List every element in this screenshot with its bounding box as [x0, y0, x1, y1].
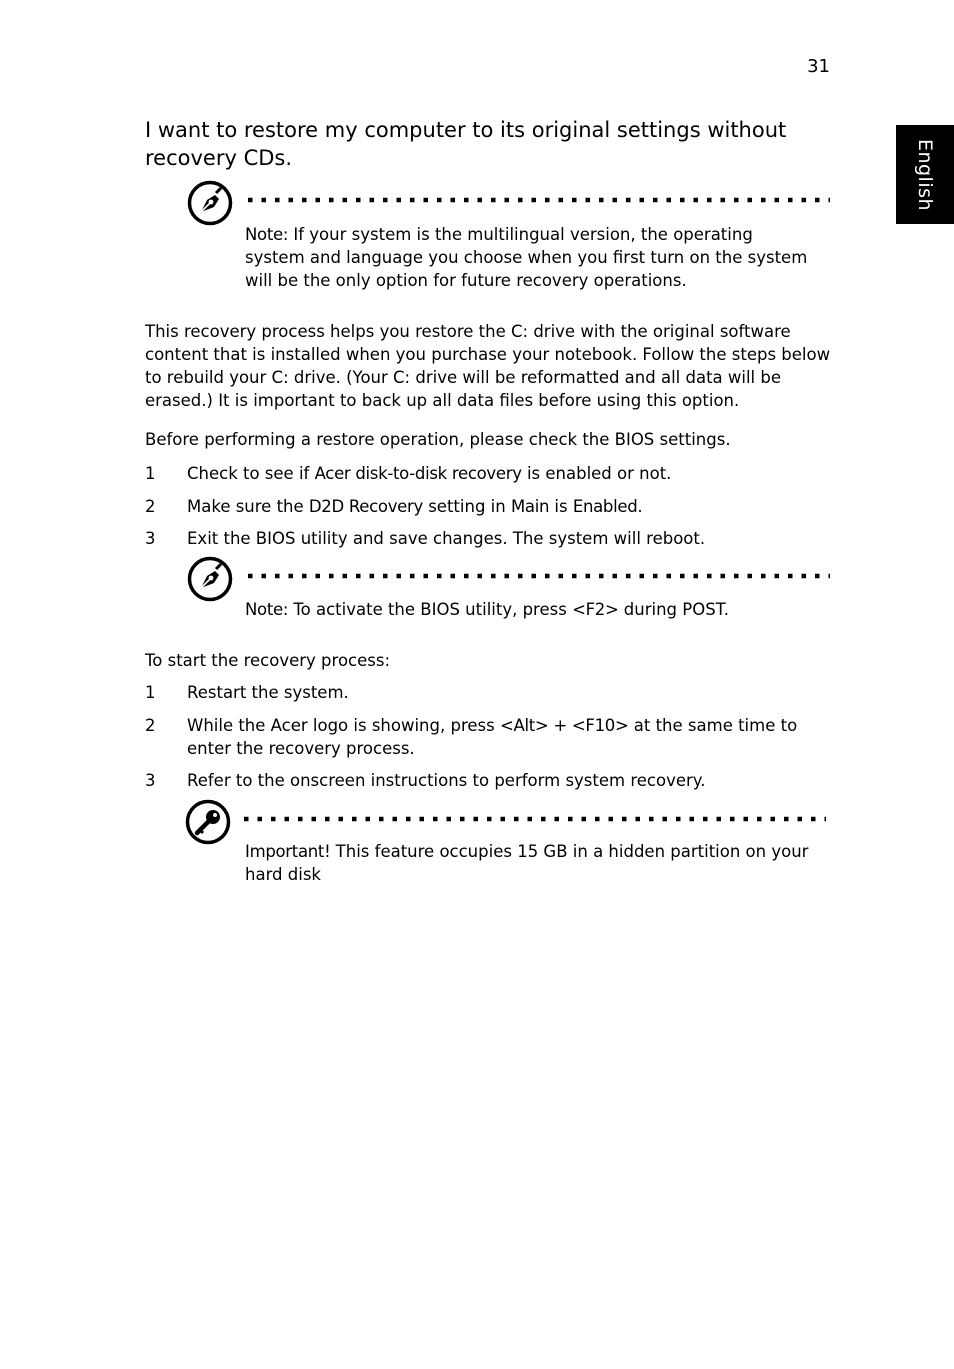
step-number: 2 [145, 497, 156, 516]
language-tab-label: English [914, 138, 936, 211]
step-keyword: <Alt> + <F10> [499, 716, 629, 735]
step-text: Exit the BIOS utility and save changes. The system will reboot. [187, 529, 706, 548]
note-label: Note: [245, 600, 289, 619]
step-keyword: D2D Recovery [308, 497, 423, 516]
step-keyword: Main [510, 497, 550, 516]
step-text: at the same time to enter the recovery process. [187, 716, 798, 758]
note-label: Note: [245, 225, 289, 244]
step-number: 3 [145, 771, 156, 790]
step-text: Check to see if [187, 464, 315, 483]
key-icon [185, 799, 231, 845]
step-text: Restart the system. [187, 683, 349, 702]
note-text: To activate the BIOS utility, press [288, 600, 573, 619]
intro-paragraph: This recovery process helps you restore the C: drive with the original software content that is installed when you purchase your notebook. Follow the steps below to rebuild your C: drive. (Your C: drive will be reformatted and all data will be erased.) It is important to back up all data files before using this option. [145, 322, 831, 410]
note-key: <F2> [572, 600, 619, 619]
step-text: is enabled or not. [521, 464, 672, 483]
important-block [245, 840, 815, 886]
important-divider [242, 816, 826, 822]
step-text: . [637, 497, 643, 516]
bios-intro: Before performing a restore operation, please check the BIOS settings. [145, 430, 731, 449]
note-block [245, 223, 815, 292]
language-tab [896, 125, 954, 224]
note-text: If your system is the multilingual version, the operating system and language you choose when you first turn on the system will be the only option for future recovery operations. [245, 225, 808, 290]
note-block [245, 598, 815, 621]
step-text: While the Acer logo is showing, press [187, 716, 500, 735]
step-text: Refer to the onscreen instructions to perform system recovery. [187, 771, 706, 790]
step-text: is [549, 497, 573, 516]
step-number: 3 [145, 529, 156, 548]
step-keyword: Acer disk-to-disk recovery [314, 464, 522, 483]
step-text: setting in [422, 497, 511, 516]
recovery-intro: To start the recovery process: [145, 651, 391, 670]
step-number: 1 [145, 683, 156, 702]
pen-nib-icon [187, 180, 233, 226]
section-heading: I want to restore my computer to its original settings without recovery CDs. [145, 118, 787, 170]
pen-nib-icon [187, 556, 233, 602]
important-text: This feature occupies 15 GB in a hidden partition on your hard disk [245, 842, 809, 884]
step-number: 2 [145, 716, 156, 735]
page-number: 31 [807, 56, 830, 77]
note-divider [246, 573, 830, 579]
step-number: 1 [145, 464, 156, 483]
important-label: Important! [245, 842, 331, 861]
note-text: during POST. [618, 600, 730, 619]
note-divider [246, 197, 830, 203]
step-text: Make sure the [187, 497, 309, 516]
step-keyword: Enabled [572, 497, 638, 516]
